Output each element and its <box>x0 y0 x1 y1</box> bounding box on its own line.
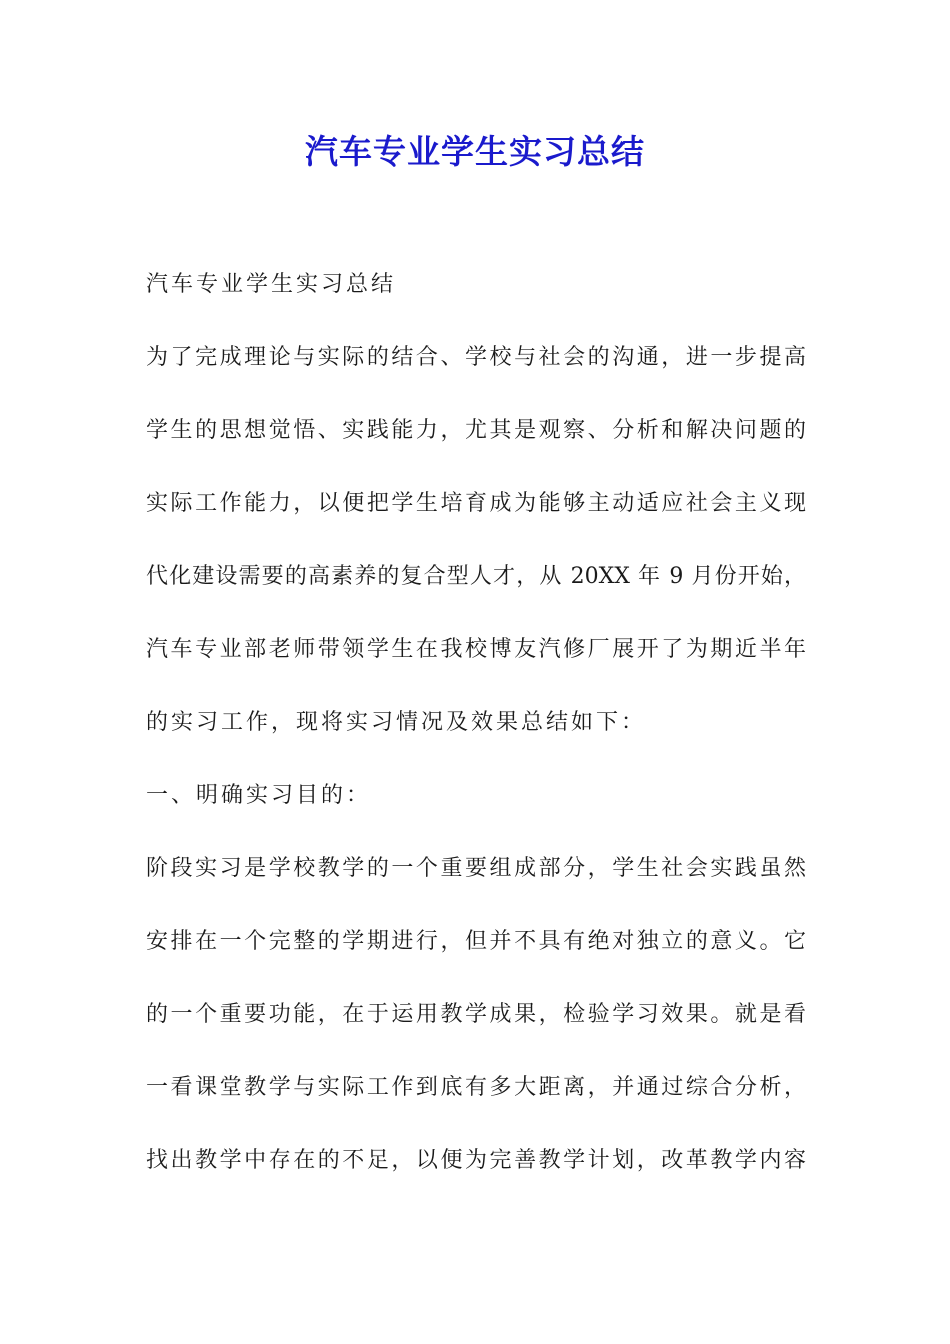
body-line-13: 找出教学中存在的不足，以便为完善教学计划，改革教学内容 <box>146 1148 806 1173</box>
body-line-7: 的实习工作，现将实习情况及效果总结如下： <box>146 710 647 735</box>
document-title: 汽车专业学生实习总结 <box>305 132 645 171</box>
document-body <box>146 262 806 1211</box>
body-line-1: 汽车专业学生实习总结 <box>146 272 397 297</box>
body-line-9: 阶段实习是学校教学的一个重要组成部分，学生社会实践虽然 <box>146 856 806 881</box>
section-heading: 一、明确实习目的： <box>146 783 372 808</box>
body-line-5: 代化建设需要的高素养的复合型人才，从 20XX 年 9 月份开始， <box>146 564 806 589</box>
body-line-3: 学生的思想觉悟、实践能力，尤其是观察、分析和解决问题的 <box>146 418 806 443</box>
body-line-6: 汽车专业部老师带领学生在我校博友汽修厂展开了为期近半年 <box>146 637 806 662</box>
body-line-11: 的一个重要功能，在于运用教学成果，检验学习效果。就是看 <box>146 1002 806 1027</box>
body-line-2: 为了完成理论与实际的结合、学校与社会的沟通，进一步提高 <box>146 345 806 370</box>
body-line-12: 一看课堂教学与实际工作到底有多大距离，并通过综合分析， <box>146 1075 806 1100</box>
body-line-4: 实际工作能力，以便把学生培育成为能够主动适应社会主义现 <box>146 491 806 516</box>
body-line-10: 安排在一个完整的学期进行，但并不具有绝对独立的意义。它 <box>146 929 806 954</box>
